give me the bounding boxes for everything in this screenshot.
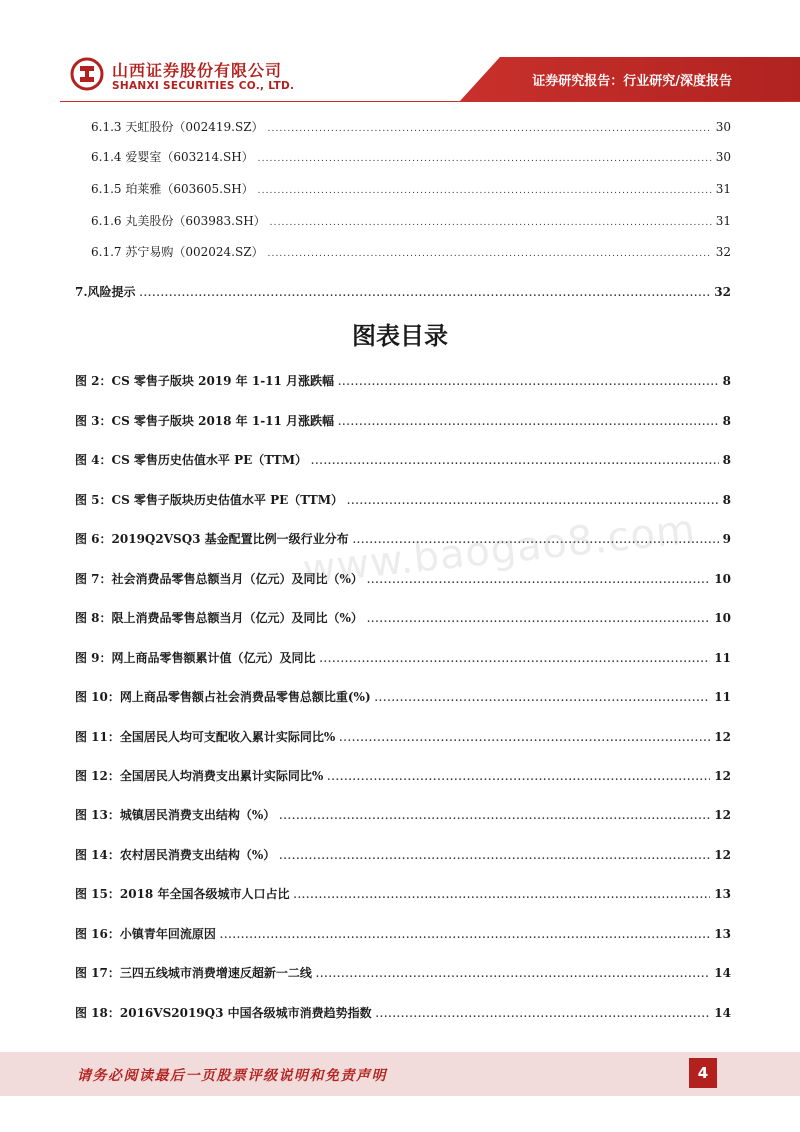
figure-entry-page: 12 <box>714 769 731 783</box>
figure-entry-page: 14 <box>714 966 731 980</box>
toc-leader <box>268 123 712 135</box>
figure-entry[interactable] <box>75 649 731 666</box>
toc-entry-label: 6.1.5 珀莱雅（603605.SH） <box>91 182 254 196</box>
figure-entry-page: 8 <box>722 453 731 467</box>
figure-entry-label: 图 8：限上消费品零售总额当月（亿元）及同比（%） <box>75 611 363 625</box>
figure-entry-label: 图 18：2016VS2019Q3 中国各级城市消费趋势指数 <box>75 1006 372 1020</box>
figure-entry-label: 图 9：网上商品零售额累计值（亿元）及同比 <box>75 651 316 665</box>
figure-entry[interactable] <box>75 372 731 389</box>
header-divider <box>60 101 800 102</box>
figure-entry-page: 13 <box>714 887 731 901</box>
toc-entry[interactable] <box>91 180 731 197</box>
figure-entry-label: 图 3：CS 零售子版块 2018 年 1-11 月涨跌幅 <box>75 414 335 428</box>
toc-entry-page: 32 <box>715 245 731 259</box>
figure-entry-page: 9 <box>722 532 731 546</box>
toc-entry-page: 30 <box>715 120 731 134</box>
figure-entry-page: 14 <box>714 1006 731 1020</box>
figure-entry-label: 图 6：2019Q2VSQ3 基金配置比例一级行业分布 <box>75 532 349 546</box>
figure-entry[interactable] <box>75 609 731 626</box>
figure-entry-page: 12 <box>714 848 731 862</box>
page-number: 4 <box>689 1058 717 1088</box>
figure-entry-page: 11 <box>714 690 731 704</box>
figure-entry[interactable] <box>75 688 731 705</box>
toc-entry-label: 6.1.6 丸美股份（603983.SH） <box>91 214 266 228</box>
figure-entry-label: 图 5：CS 零售子版块历史估值水平 PE（TTM） <box>75 493 343 507</box>
figure-entry-label: 图 16：小镇青年回流原因 <box>75 927 216 941</box>
toc-entry-label: 6.1.4 爱婴室（603214.SH） <box>91 150 254 164</box>
figure-entry[interactable] <box>75 1004 731 1021</box>
toc-leader <box>320 654 711 666</box>
toc-leader <box>347 496 719 508</box>
figure-entry[interactable] <box>75 964 731 981</box>
figure-entry-label: 图 12：全国居民人均消费支出累计实际同比% <box>75 769 324 783</box>
toc-leader <box>258 185 712 197</box>
figure-entry[interactable] <box>75 885 731 902</box>
figures-index-title: 图表目录 <box>352 322 448 350</box>
toc-leader <box>140 288 711 300</box>
toc-leader <box>339 733 710 745</box>
figure-entry-label: 图 14：农村居民消费支出结构（%） <box>75 848 276 862</box>
toc-entry[interactable] <box>91 212 731 229</box>
toc-leader <box>279 811 710 823</box>
figure-entry-label: 图 11：全国居民人均可支配收入累计实际同比% <box>75 730 336 744</box>
figure-entry-label: 图 15：2018 年全国各级城市人口占比 <box>75 887 290 901</box>
figure-entry[interactable] <box>75 412 731 429</box>
company-logo-icon <box>70 57 104 91</box>
toc-leader <box>258 153 712 165</box>
figure-entry[interactable] <box>75 846 731 863</box>
company-name-en: SHANXI SECURITIES CO., LTD. <box>112 80 295 92</box>
figure-entry-page: 8 <box>722 414 731 428</box>
toc-entry-label: 6.1.7 苏宁易购（002024.SZ） <box>91 245 264 259</box>
figure-entry[interactable] <box>75 767 731 784</box>
report-type: 证券研究报告：行业研究/深度报告 <box>532 74 732 89</box>
figure-entry-page: 12 <box>714 730 731 744</box>
toc-entry[interactable] <box>91 148 731 165</box>
toc-leader <box>327 772 710 784</box>
figure-entry-label: 图 2：CS 零售子版块 2019 年 1-11 月涨跌幅 <box>75 374 335 388</box>
figure-entry-label: 图 7：社会消费品零售总额当月（亿元）及同比（%） <box>75 572 363 586</box>
figure-entry-page: 8 <box>722 374 731 388</box>
figure-entry-label: 图 17：三四五线城市消费增速反超新一二线 <box>75 966 312 980</box>
figure-entry-page: 12 <box>714 808 731 822</box>
toc-entry-page: 30 <box>715 150 731 164</box>
company-name-cn: 山西证券股份有限公司 <box>112 61 283 80</box>
toc-leader <box>293 890 710 902</box>
figure-entry-page: 10 <box>714 572 731 586</box>
toc-entry-page: 32 <box>714 285 731 299</box>
toc-leader <box>338 417 719 429</box>
figure-entry-label: 图 4：CS 零售历史估值水平 PE（TTM） <box>75 453 307 467</box>
figure-entry-page: 8 <box>722 493 731 507</box>
figure-entry[interactable] <box>75 451 731 468</box>
disclaimer-text: 请务必阅读最后一页股票评级说明和免责声明 <box>77 1068 387 1084</box>
toc-leader <box>270 217 712 229</box>
toc-entry-label: 7.风险提示 <box>75 285 136 299</box>
figure-entry-label: 图 13：城镇居民消费支出结构（%） <box>75 808 276 822</box>
toc-entry-page: 31 <box>715 182 731 196</box>
toc-entry-page: 31 <box>715 214 731 228</box>
figure-entry[interactable] <box>75 491 731 508</box>
figure-entry[interactable] <box>75 728 731 745</box>
toc-entry-section[interactable] <box>75 283 731 300</box>
toc-leader <box>279 851 710 863</box>
toc-entry[interactable] <box>91 118 731 135</box>
toc-entry[interactable] <box>91 243 731 260</box>
figure-entry-page: 11 <box>714 651 731 665</box>
watermark: www.baogao8.com <box>300 506 698 594</box>
figure-entry[interactable] <box>75 925 731 942</box>
toc-leader <box>375 693 711 705</box>
toc-leader <box>376 1009 711 1021</box>
figure-entry[interactable] <box>75 806 731 823</box>
toc-leader <box>268 248 712 260</box>
page-header <box>0 0 800 108</box>
toc-leader <box>220 930 710 942</box>
toc-leader <box>367 614 710 626</box>
figure-entry-label: 图 10：网上商品零售额占社会消费品零售总额比重(%) <box>75 690 371 704</box>
toc-entry-label: 6.1.3 天虹股份（002419.SZ） <box>91 120 264 134</box>
toc-leader <box>316 969 710 981</box>
toc-leader <box>338 377 719 389</box>
toc-leader <box>311 456 719 468</box>
figure-entry-page: 10 <box>714 611 731 625</box>
figure-entry-page: 13 <box>714 927 731 941</box>
